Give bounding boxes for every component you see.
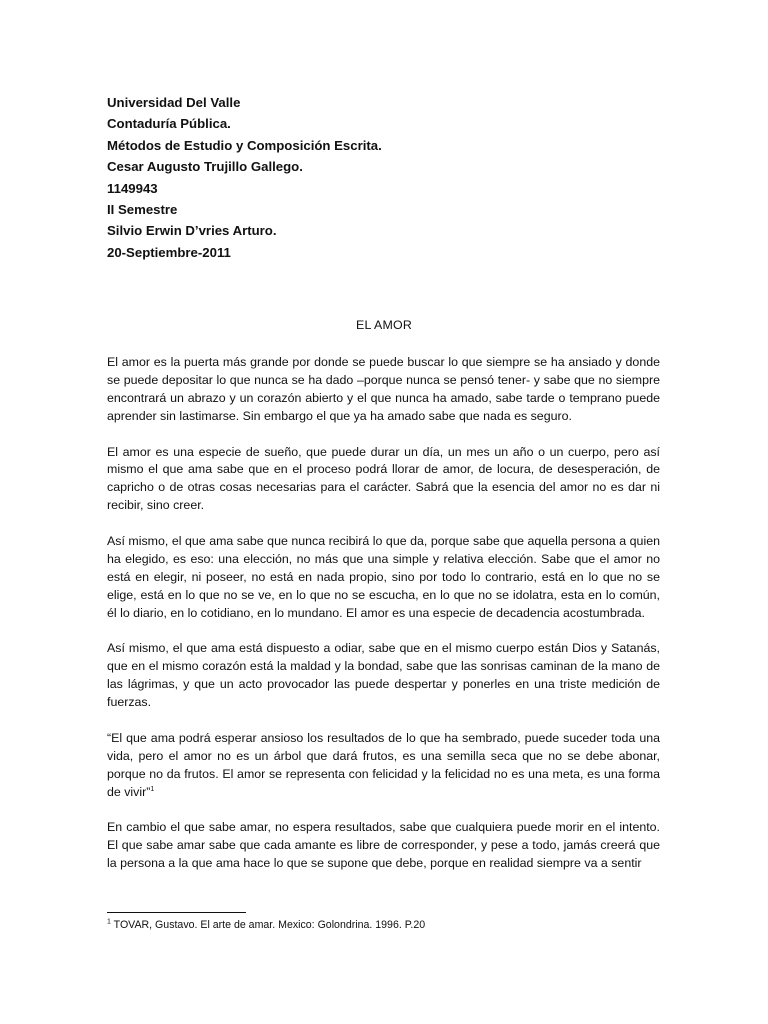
essay-body bbox=[107, 354, 660, 891]
paragraph-5-quote bbox=[107, 730, 660, 802]
header-date: 20-Septiembre-2011 bbox=[107, 244, 231, 260]
paragraph-1: El amor es la puerta más grande por donde se puede buscar lo que siempre se ha ansiado y donde se puede depositar lo que nunca se ha dado –porque nunca se pensó tener- y sabe que no siempre encontrará un abrazo y un corazón abierto y el que nunca ha amado, sabe tarde o temprano puede aprender sin lastimarse. Sin embargo el que ya ha amado sabe que nada es seguro. bbox=[107, 355, 660, 423]
essay-title: EL AMOR bbox=[355, 318, 413, 332]
header-student-id: 1149943 bbox=[107, 180, 158, 196]
quote-text: “El que ama podrá esperar ansioso los resultados de lo que ha sembrado, puede suceder toda una vida, pero el amor no es un árbol que dará frutos, es una semilla seca que no se debe abonar, porque no da frutos. El amor se representa con felicidad y la felicidad no es una meta, es una forma de vivir” bbox=[107, 730, 660, 799]
paragraph-2: El amor es una especie de sueño, que puede durar un día, un mes un año o un cuerpo, pero así mismo el que ama sabe que en el proceso podrá llorar de amor, de locura, de desesperación, de capricho o de otras cosas necesarias para el carácter. Sabrá que la esencia del amor no es dar ni recibir, sino creer. bbox=[107, 444, 660, 513]
footnote-text: TOVAR, Gustavo. El arte de amar. Mexico: Golondrina. 1996. P.20 bbox=[110, 919, 426, 931]
paragraph-3: Así mismo, el que ama sabe que nunca recibirá lo que da, porque sabe que aquella persona a quien ha elegido, es eso: una elección, no más que una simple y relativa elección. Sabe que el amor no está en elegir, ni poseer, no está en nada propio, sino por todo lo contrario, está en lo que no se elige, está en lo que no se ve, en lo que no se escucha, en lo que no se idolatra, esta en lo común, él lo diario, en lo cotidiano, en lo mundano. El amor es una especie de decadencia acostumbrada. bbox=[107, 534, 660, 620]
document-header bbox=[107, 92, 667, 263]
footnote-separator bbox=[107, 912, 246, 913]
header-author: Cesar Augusto Trujillo Gallego. bbox=[107, 159, 303, 175]
header-course: Métodos de Estudio y Composición Escrita. bbox=[107, 137, 382, 153]
header-program: Contaduría Pública. bbox=[107, 116, 231, 132]
header-semester: II Semestre bbox=[107, 202, 178, 218]
footnote-number: 1 bbox=[107, 918, 111, 926]
paragraph-4: Así mismo, el que ama está dispuesto a odiar, sabe que en el mismo cuerpo están Dios y Satanás, que en el mismo corazón está la maldad y la bondad, sabe que las sonrisas caminan de la mano de las lágrimas, y que un acto provocador las puede despertar y ponerles en una triste medición de fuerzas. bbox=[107, 641, 660, 710]
header-university: Universidad Del Valle bbox=[107, 95, 241, 110]
footnote bbox=[107, 918, 425, 932]
header-professor: Silvio Erwin D’vries Arturo. bbox=[107, 223, 277, 239]
paragraph-6: En cambio el que sabe amar, no espera resultados, sabe que cualquiera puede morir en el intento. El que sabe amar sabe que cada amante es libre de corresponder, y pese a todo, jamás creerá que la persona a la que ama hace lo que se supone que debe, porque en realidad siempre va a sentir bbox=[107, 820, 660, 871]
footnote-reference: 1 bbox=[150, 785, 155, 793]
